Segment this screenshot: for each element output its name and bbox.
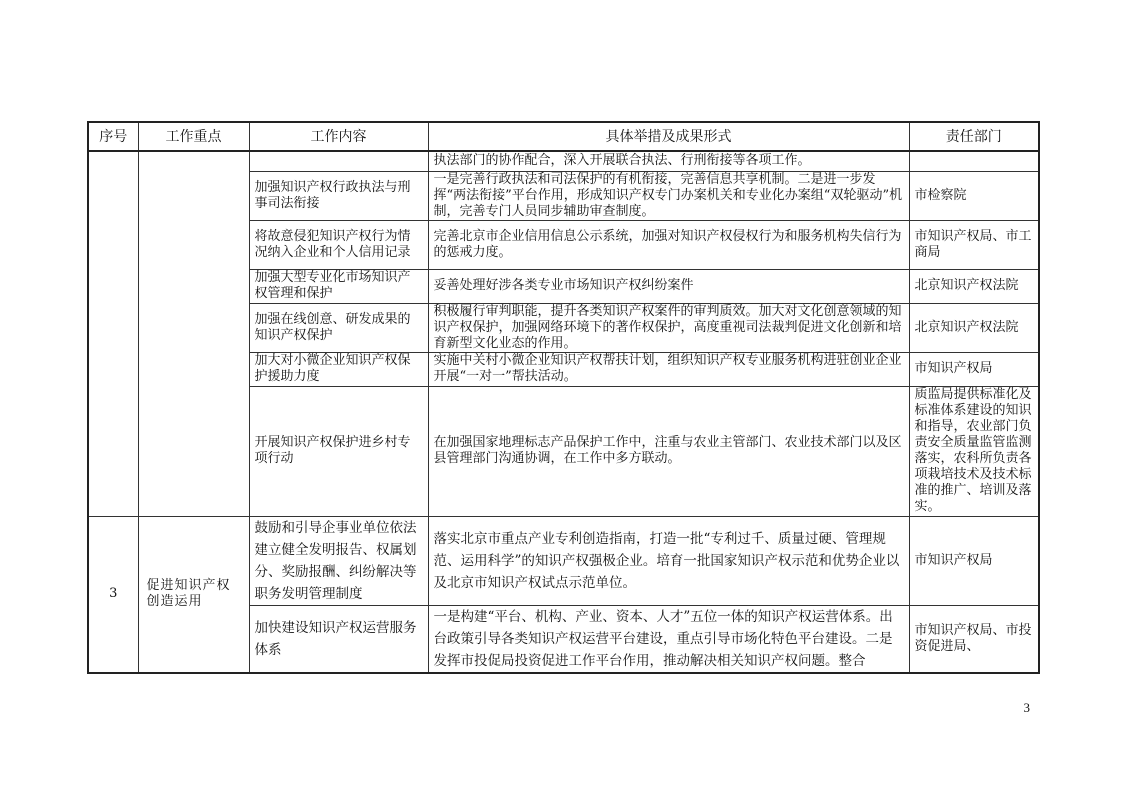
table-row xyxy=(88,151,1039,171)
measure-cell: 完善北京市企业信用信息公示系统，加强对知识产权侵权行为和服务机构失信行为的惩戒力度。 xyxy=(428,220,909,269)
content-cell: 加大对小微企业知识产权保护援助力度 xyxy=(249,352,428,386)
seq-cell-empty xyxy=(88,151,138,516)
content-cell: 将故意侵犯知识产权行为情况纳入企业和个人信用记录 xyxy=(249,220,428,269)
dept-cell xyxy=(909,151,1039,171)
content-cell xyxy=(249,151,428,171)
measure-cell: 实施中关村小微企业知识产权帮扶计划，组织知识产权专业服务机构进驻创业企业开展“一对一”帮扶活动。 xyxy=(428,352,909,386)
seq-cell: 3 xyxy=(88,516,138,673)
header-measures: 具体举措及成果形式 xyxy=(428,122,909,151)
content-cell: 加强知识产权行政执法与刑事司法衔接 xyxy=(249,171,428,220)
content-cell: 鼓励和引导企事业单位依法建立健全发明报告、权属划分、奖励报酬、纠纷解决等职务发明管理制度 xyxy=(249,516,428,605)
dept-cell: 北京知识产权法院 xyxy=(909,269,1039,303)
dept-cell: 市知识产权局、市投资促进局、 xyxy=(909,605,1039,673)
table-row xyxy=(88,516,1039,605)
content-cell: 加强在线创意、研发成果的知识产权保护 xyxy=(249,303,428,352)
header-focus: 工作重点 xyxy=(138,122,249,151)
header-dept: 责任部门 xyxy=(909,122,1039,151)
header-seq: 序号 xyxy=(88,122,138,151)
focus-cell-empty xyxy=(138,151,249,516)
dept-cell: 市知识产权局 xyxy=(909,352,1039,386)
measure-cell: 积极履行审判职能，提升各类知识产权案件的审判质效。加大对文化创意领域的知识产权保护，加强网络环境下的著作权保护，高度重视司法裁判促进文化创新和培育新型文化业态的作用。 xyxy=(428,303,909,352)
dept-cell: 市知识产权局 xyxy=(909,516,1039,605)
measure-cell: 一是构建“平台、机构、产业、资本、人才”五位一体的知识产权运营体系。出台政策引导各类知识产权运营平台建设，重点引导市场化特色平台建设。二是发挥市投促局投资促进工作平台作用，推动解决相关知识产权问题。整合 xyxy=(428,605,909,673)
dept-cell: 市知识产权局、市工商局 xyxy=(909,220,1039,269)
work-plan-table xyxy=(87,121,1040,674)
dept-cell: 质监局提供标准化及标准体系建设的知识和指导，农业部门负责安全质量监管监测落实，农科所负责各项栽培技术及技术标准的推广、培训及落实。 xyxy=(909,386,1039,516)
focus-cell: 促进知识产权创造运用 xyxy=(138,516,249,673)
content-cell: 加强大型专业化市场知识产权管理和保护 xyxy=(249,269,428,303)
measure-cell: 执法部门的协作配合，深入开展联合执法、行刑衔接等各项工作。 xyxy=(428,151,909,171)
measure-cell: 妥善处理好涉各类专业市场知识产权纠纷案件 xyxy=(428,269,909,303)
measure-cell: 落实北京市重点产业专利创造指南，打造一批“专利过千、质量过硬、管理规范、运用科学”的知识产权强极企业。培育一批国家知识产权示范和优势企业以及北京市知识产权试点示范单位。 xyxy=(428,516,909,605)
dept-cell: 北京知识产权法院 xyxy=(909,303,1039,352)
measure-cell: 一是完善行政执法和司法保护的有机衔接，完善信息共享机制。二是进一步发挥“两法衔接”平台作用，形成知识产权专门办案机关和专业化办案组“双轮驱动”机制，完善专门人员同步辅助审查制度。 xyxy=(428,171,909,220)
measure-cell: 在加强国家地理标志产品保护工作中，注重与农业主管部门、农业技术部门以及区县管理部门沟通协调，在工作中多方联动。 xyxy=(428,386,909,516)
content-cell: 加快建设知识产权运营服务体系 xyxy=(249,605,428,673)
header-content: 工作内容 xyxy=(249,122,428,151)
dept-cell: 市检察院 xyxy=(909,171,1039,220)
content-cell: 开展知识产权保护进乡村专项行动 xyxy=(249,386,428,516)
page-number: 3 xyxy=(1023,700,1030,715)
table-header-row xyxy=(88,122,1039,151)
